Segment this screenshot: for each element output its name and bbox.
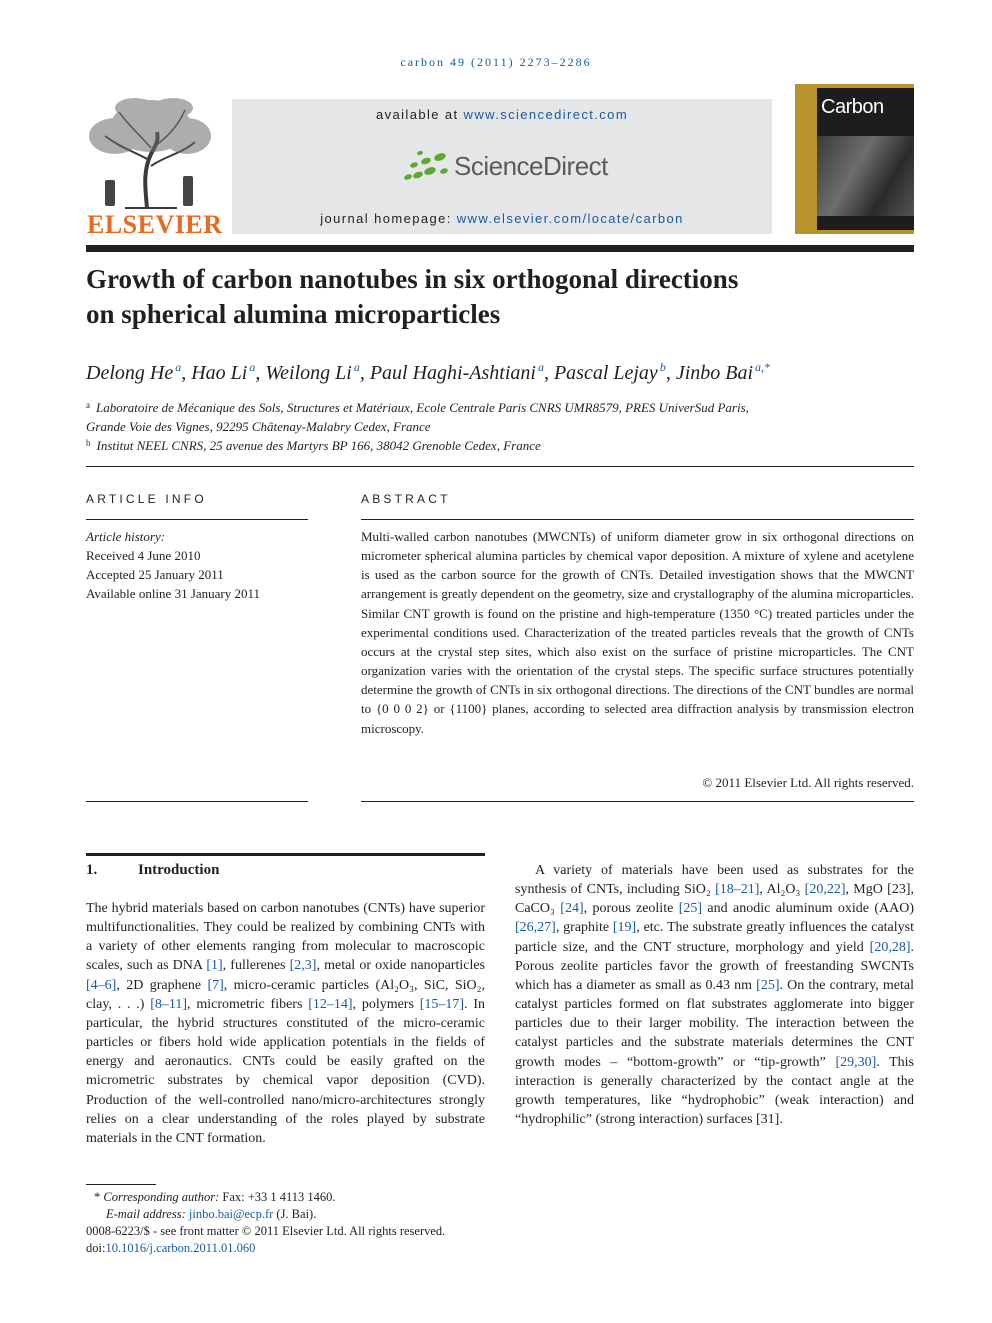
journal-homepage-line: journal homepage: www.elsevier.com/locate/carbon <box>320 211 684 226</box>
email-note: E-mail address: jinbo.bai@ecp.fr (J. Bai). <box>106 1207 317 1221</box>
sciencedirect-wordmark: ScienceDirect <box>454 151 608 181</box>
citation-link[interactable]: [15–17] <box>419 996 465 1012</box>
issn-line: 0008-6223/$ - see front matter © 2011 Elsevier Ltd. All rights reserved. <box>86 1224 446 1238</box>
available-at-line: available at www.sciencedirect.com <box>375 107 629 122</box>
journal-citation: carbon 49 (2011) 2273–2286 <box>400 55 592 69</box>
abstract-heading: ABSTRACT <box>361 492 451 506</box>
author[interactable]: Paul Haghi-Ashtiani $^a$ <box>369 360 544 384</box>
intro-paragraph-2: A variety of materials have been used as substrates for the synthesis of CNTs, including SiO₂ [18–21], Al₂O₃ [20,22], MgO [23], CaCO₃ [24], porous zeolite [25] and anodic aluminum oxide (AAO) [26,27], graphite [19], etc. The substrate greatly influences the catalyst particle size, and the CNT structure, morphology and yield [20,28]. Porous zeolite particles favor the growth of freestanding SWCNTs which has a diameter as small as 0.43 nm [25]. On the contrary, metal catalyst particles formed on flat substrates agglomerate into bigger particles due to their larger mobility. The interaction between the catalyst particles and the substrate materials determines the CNT growth modes – “bottom-growth” or “tip-growth” [29,30]. This interaction is generally characterized by the contact angle at the growth temperatures, like “hydrophobic” (weak interaction) and “hydrophilic” (strong interaction) surfaces [31]. <box>515 863 915 1128</box>
article-title: Growth of carbon nanotubes in six orthogonal directions on spherical alumina microparticles <box>86 264 739 329</box>
abstract-copyright: © 2011 Elsevier Ltd. All rights reserved. <box>702 775 914 790</box>
elsevier-wordmark: ELSEVIER <box>87 210 223 239</box>
author-list: Delong He $^a$, Hao Li $^a$, Weilong Li $^a$, Paul Haghi-Ashtiani $^a$, Pascal Lejay $^b$, Jinbo Bai $^{a,*}$ <box>86 360 771 384</box>
journal-homepage-link[interactable]: www.elsevier.com/locate/carbon <box>456 211 684 226</box>
section-rule <box>86 853 485 856</box>
citation-link[interactable]: [8–11] <box>150 996 188 1012</box>
author[interactable]: Jinbo Bai $^{a,*}$ <box>675 360 771 384</box>
author[interactable]: Weilong Li $^a$ <box>265 360 360 384</box>
doi-link[interactable]: 10.1016/j.carbon.2011.01.060 <box>105 1241 256 1255</box>
citation-link[interactable]: [25] <box>678 901 703 917</box>
author[interactable]: Pascal Lejay $^b$ <box>553 360 666 384</box>
journal-cover-thumbnail[interactable] <box>795 84 914 234</box>
citation-link[interactable]: [1] <box>206 958 223 974</box>
citation-link[interactable]: [2,3] <box>289 958 317 974</box>
sciencedirect-dots-icon <box>400 147 452 183</box>
sciencedirect-banner <box>232 99 772 234</box>
divider <box>361 801 914 802</box>
cover-image <box>817 136 914 216</box>
divider <box>86 801 308 802</box>
author[interactable]: Hao Li $^a$ <box>191 360 256 384</box>
divider <box>86 519 308 520</box>
email-link[interactable]: jinbo.bai@ecp.fr <box>188 1207 274 1221</box>
author[interactable]: Delong He $^a$ <box>86 360 182 384</box>
doi-line: doi:10.1016/j.carbon.2011.01.060 <box>86 1241 256 1255</box>
footnote-rule <box>86 1184 156 1185</box>
abstract-text: Multi-walled carbon nanotubes (MWCNTs) of uniform diameter grow in six orthogonal directions on micrometer spherical alumina particles by chemical vapor deposition. A mixture of xylene and acetylene is used as the carbon source for the growth of CNTs. Detailed investigation shows that the MWCNT arrangement is greatly dependent on the geometry, size and crystallography of the alumina microparticles. Similar CNT growth is found on the pristine and high-temperature (1350 °C) treated particles under the experimental conditions used. Characterization of the treated particles reveals that the growth of CNTs occurs at the crystal step sites, which also exist on the surface of pristine microparticles. The CNT organization varies with the orientation of the crystal steps. The specific surface structures potentially determine the growth of CNTs in six orthogonal directions. The directions of the CNT bundles are normal to {0 0 0 2} or {1100} planes, according to selected area diffraction analysis by transmission electron microscopy. <box>361 529 914 736</box>
sciencedirect-link[interactable]: www.sciencedirect.com <box>463 107 629 122</box>
article-info-heading: ARTICLE INFO <box>86 492 207 506</box>
cover-title: Carbon <box>821 96 884 118</box>
citation-link[interactable]: [4–6] <box>86 977 117 993</box>
citation-link[interactable]: [29,30] <box>835 1054 877 1070</box>
divider <box>86 466 914 467</box>
citation-link[interactable]: [24] <box>560 901 584 917</box>
intro-paragraph-1: The hybrid materials based on carbon nanotubes (CNTs) have superior multifunctionalities. They could be realized by combining CNTs with a variety of other elements ranging from molecular to macroscopic scales, such as DNA [1], fullerenes [2,3], metal or oxide nanoparticles [4–6], 2D graphene [7], micro-ceramic particles (Al₂O₃, SiC, SiO₂, clay, . . .) [8–11], micrometric fibers [12–14], polymers [15–17]. In particular, the hybrid structures constituted of the micro-ceramic particles or fibers hold wide application potentials in the fields of energy and aeronautics. CNTs could be easily grafted on the micrometric substrates by chemical vapor deposition (CVD). Production of the well-controlled nano/micro-architectures strongly relies on a clear understanding of the roles played by substrate materials in the CNT formation. <box>86 901 485 1146</box>
header-rule <box>86 245 914 252</box>
citation-link[interactable]: [25] <box>756 977 780 993</box>
corresponding-author-note: * Corresponding author: Fax: +33 1 4113 1460. <box>94 1190 336 1204</box>
citation-link[interactable]: [20,28] <box>869 939 911 955</box>
citation-link[interactable]: [18–21] <box>715 882 760 898</box>
citation-link[interactable]: [7] <box>207 977 224 993</box>
citation-link[interactable]: [20,22] <box>804 882 846 898</box>
elsevier-tree-icon <box>85 96 215 211</box>
sciencedirect-logo <box>400 147 620 187</box>
affiliation-b: $^b$ Institut NEEL CNRS, 25 avenue des Martyrs BP 166, 38042 Grenoble Cedex, France <box>86 438 541 453</box>
section-heading-introduction: 1. Introduction <box>86 862 220 878</box>
elsevier-logo <box>85 96 223 239</box>
article-history: Article history: Received 4 June 2010 Accepted 25 January 2011 Available online 31 January 2011 <box>86 529 261 601</box>
citation-link[interactable]: [19] <box>612 920 637 936</box>
affiliation-a: $^a$ Laboratoire de Mécanique des Sols, Structures et Matériaux, Ecole Centrale Paris CNRS UMR8579, PRES UniverSud Paris, Grande Voie des Vignes, 92295 Châtenay-Malabry Cedex, France <box>86 400 749 434</box>
divider <box>361 519 914 520</box>
citation-link[interactable]: [26,27] <box>515 920 556 936</box>
citation-link[interactable]: [12–14] <box>308 996 353 1012</box>
